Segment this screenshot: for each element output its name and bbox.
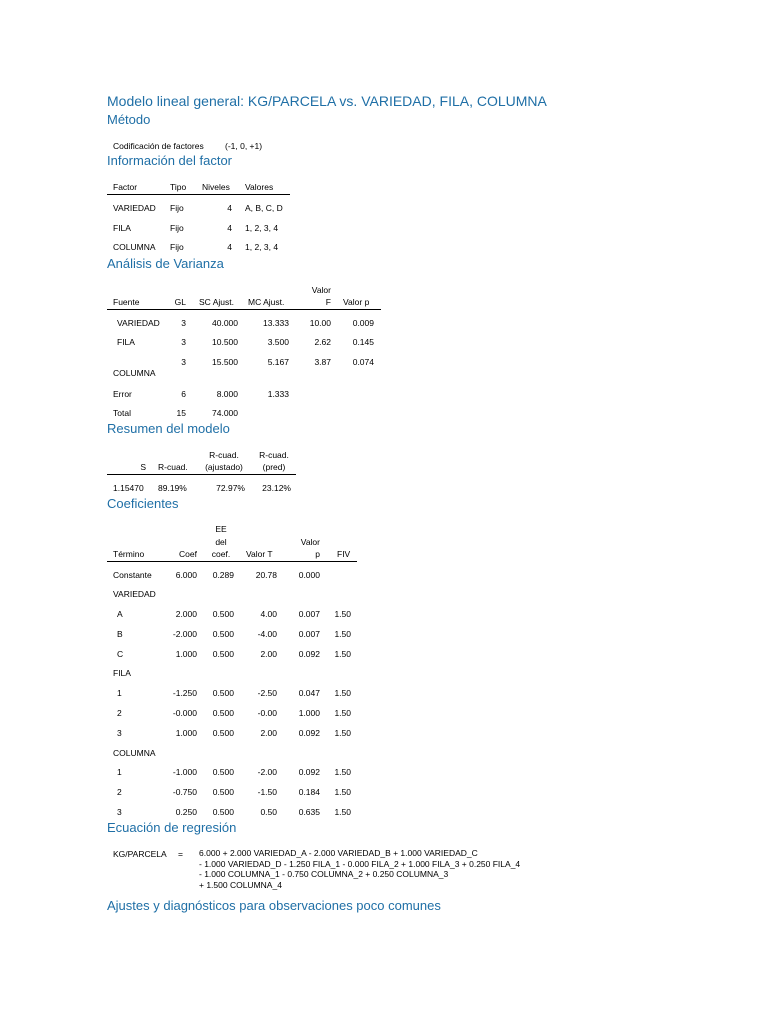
anova-p: 0.145 [352,337,374,347]
coef-value: 1.000 [175,649,197,659]
coef-t: -2.00 [257,767,277,777]
table-rule [107,309,381,310]
coef-t: -1.50 [257,787,277,797]
factor-name: COLUMNA [113,242,156,252]
ecuacion-line: - 1.000 VARIEDAD_D - 1.250 FILA_1 - 0.000 FILA_2 + 1.000 FILA_3 + 0.250 FILA_4 [199,858,521,869]
anova-fuente: Error [113,389,132,399]
coef-se: 0.500 [212,649,234,659]
ecuacion-body [199,848,520,890]
coef-t: 4.00 [260,609,277,619]
coef-se: 0.500 [212,609,234,619]
page-title: Modelo lineal general: KG/PARCELA vs. VARIEDAD, FILA, COLUMNA [107,93,547,109]
coef-p: 0.000 [298,570,320,580]
coef-p: 1.000 [298,708,320,718]
coef-group-label: VARIEDAD [113,589,156,599]
coef-fiv: 1.50 [334,688,351,698]
anova-fuente: VARIEDAD [117,318,160,328]
ecuacion-line: + 1.500 COLUMNA_4 [199,879,282,890]
coef-fiv: 1.50 [334,708,351,718]
coef-fiv: 1.50 [334,728,351,738]
coef-heading: Coeficientes [107,496,179,511]
coef-se: 0.500 [212,787,234,797]
coef-term: B [117,629,123,639]
coef-p: 0.635 [298,807,320,817]
coef-fiv: 1.50 [334,787,351,797]
col-header-del: del [215,537,227,547]
metodo-label: Codificación de factores [113,141,204,151]
coef-fiv: 1.50 [334,807,351,817]
factor-tipo: Fijo [170,203,184,213]
ecuacion-line: - 1.000 COLUMNA_1 - 0.750 COLUMNA_2 + 0.250 COLUMNA_3 [199,869,449,879]
ecuacion-heading: Ecuación de regresión [107,820,237,835]
col-header-gl: GL [174,297,186,307]
col-header-p: p [315,549,320,559]
factor-name: FILA [113,223,131,233]
coef-group-label: COLUMNA [113,748,156,758]
col-header-f: F [325,297,331,307]
factor-valores: 1, 2, 3, 4 [245,242,279,252]
anova-gl: 3 [181,318,186,328]
anova-sc: 10.500 [212,337,238,347]
col-header-valor-t: Valor T [246,549,273,559]
col-header-valor-p: Valor p [343,297,370,307]
col-header-rcuad-pred: R-cuad. [259,450,289,460]
coef-se: 0.500 [212,767,234,777]
coef-p: 0.092 [298,767,320,777]
anova-heading: Análisis de Varianza [107,256,224,271]
table-rule [107,561,357,562]
col-header-fiv: FIV [337,549,351,559]
coef-p: 0.092 [298,649,320,659]
coef-term: 3 [117,807,122,817]
coef-term: 3 [117,728,122,738]
col-header-niveles: Niveles [202,182,230,192]
coef-t: -0.00 [257,708,277,718]
coef-value: -1.250 [172,688,197,698]
col-header-factor: Factor [113,182,138,192]
coef-term: 2 [117,787,122,797]
coef-term: 1 [117,688,122,698]
anova-f: 2.62 [314,337,331,347]
anova-sc: 8.000 [216,389,238,399]
coef-t: -2.50 [257,688,277,698]
coef-value: 6.000 [175,570,197,580]
col-header-coef: Coef [179,549,197,559]
coef-fiv: 1.50 [334,649,351,659]
anova-gl: 15 [176,408,186,418]
anova-gl: 6 [181,389,186,399]
coef-term: A [117,609,123,619]
coef-term: Constante [113,570,152,580]
resumen-rcuad-pred: 23.12% [262,483,291,493]
col-header-pred: (pred) [262,462,286,472]
anova-gl: 3 [181,337,186,347]
coef-value: -1.000 [172,767,197,777]
coef-p: 0.047 [298,688,320,698]
anova-mc: 3.500 [267,337,289,347]
anova-sc: 74.000 [212,408,238,418]
coef-value: 0.250 [175,807,197,817]
coef-t: -4.00 [257,629,277,639]
col-header-ee: EE [215,524,227,534]
factor-info-heading: Información del factor [107,153,233,168]
resumen-heading: Resumen del modelo [107,421,230,436]
coef-value: -0.750 [172,787,197,797]
anova-mc: 1.333 [267,389,289,399]
coef-t: 2.00 [260,649,277,659]
anova-p: 0.009 [352,318,374,328]
coef-p: 0.007 [298,629,320,639]
anova-mc: 13.333 [263,318,289,328]
coef-fiv: 1.50 [334,767,351,777]
col-header-ajustado: (ajustado) [205,462,243,472]
coef-term: 2 [117,708,122,718]
anova-fuente: Total [113,408,131,418]
coef-p: 0.007 [298,609,320,619]
col-header-valor: Valor [311,285,331,295]
anova-fuente: FILA [117,337,135,347]
anova-mc: 5.167 [267,357,289,367]
metodo-value: (-1, 0, +1) [225,141,263,151]
coef-se: 0.500 [212,629,234,639]
metodo-heading: Método [107,112,151,127]
anova-gl: 3 [181,357,186,367]
col-header-rcuad-aj: R-cuad. [209,450,239,460]
factor-valores: A, B, C, D [245,203,283,213]
col-header-sc: SC Ajust. [199,297,234,307]
coef-t: 2.00 [260,728,277,738]
anova-f: 3.87 [314,357,331,367]
ecuacion-line: 6.000 + 2.000 VARIEDAD_A - 2.000 VARIEDAD_B + 1.000 VARIEDAD_C [199,848,478,858]
col-header-fuente: Fuente [113,297,140,307]
coef-se: 0.500 [212,688,234,698]
coef-p: 0.092 [298,728,320,738]
coef-value: -0.000 [172,708,197,718]
anova-f: 10.00 [309,318,331,328]
coef-value: 1.000 [175,728,197,738]
col-header-valor: Valor [300,537,320,547]
coef-value: 2.000 [175,609,197,619]
anova-p: 0.074 [352,357,374,367]
factor-valores: 1, 2, 3, 4 [245,223,279,233]
factor-niveles: 4 [227,223,232,233]
coef-t: 20.78 [255,570,277,580]
coef-se: 0.500 [212,728,234,738]
coef-p: 0.184 [298,787,320,797]
coef-se: 0.289 [212,570,234,580]
col-header-coef-ee: coef. [211,549,231,559]
coef-term: C [117,649,124,659]
col-header-tipo: Tipo [170,182,187,192]
col-header-valores: Valores [245,182,274,192]
anova-fuente: COLUMNA [113,368,156,378]
anova-sc: 40.000 [212,318,238,328]
coef-fiv: 1.50 [334,609,351,619]
factor-tipo: Fijo [170,242,184,252]
ecuacion-equals: = [178,849,183,859]
resumen-rcuad-aj: 72.97% [216,483,245,493]
col-header-rcuad: R-cuad. [158,462,188,472]
coef-fiv: 1.50 [334,629,351,639]
anova-sc: 15.500 [212,357,238,367]
ecuacion-lhs: KG/PARCELA [113,849,167,859]
resumen-rcuad: 89.19% [158,483,187,493]
col-header-s: S [140,462,146,472]
coef-value: -2.000 [172,629,197,639]
resumen-s: 1.15470 [113,483,144,493]
table-rule [107,194,290,195]
coef-t: 0.50 [260,807,277,817]
ajustes-heading: Ajustes y diagnósticos para observaciones poco comunes [107,898,441,913]
factor-niveles: 4 [227,242,232,252]
coef-se: 0.500 [212,807,234,817]
coef-term: 1 [117,767,122,777]
col-header-termino: Término [113,549,145,559]
factor-name: VARIEDAD [113,203,156,213]
coef-se: 0.500 [212,708,234,718]
factor-tipo: Fijo [170,223,184,233]
factor-niveles: 4 [227,203,232,213]
coef-group-label: FILA [113,668,131,678]
table-rule [107,474,296,475]
col-header-mc: MC Ajust. [248,297,285,307]
